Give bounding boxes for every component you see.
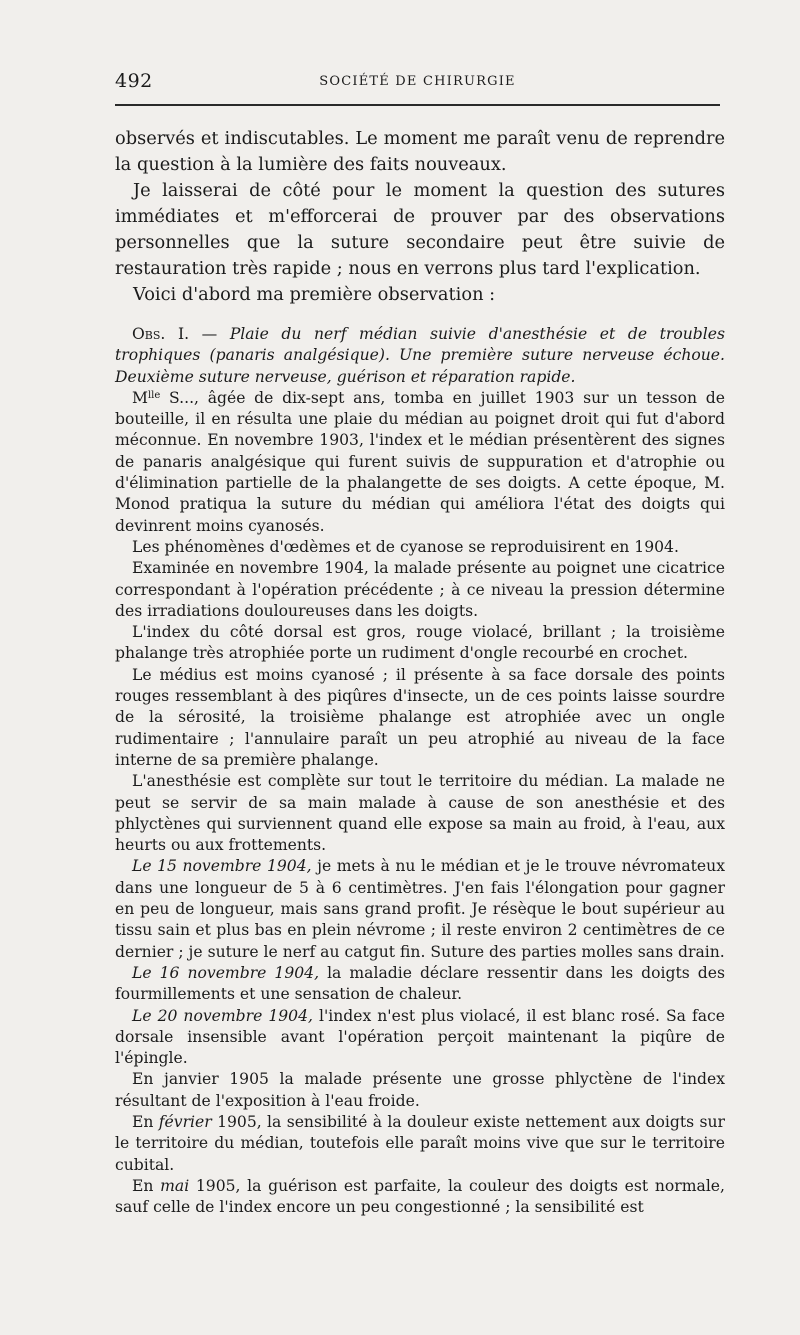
observation-paragraph-8 — [115, 963, 725, 1006]
observation-paragraph-1 — [115, 388, 725, 537]
observation-title: Plaie du nerf médian suivie d'anesthésie et de troubles trophiques (panaris analgésique). Une première suture nerveuse échoue. Deuxième suture nerveuse, guérison et réparation rapide. — [115, 325, 725, 386]
date-15-nov: Le 15 novembre 1904, — [132, 857, 312, 876]
header-rule — [115, 104, 720, 106]
month-fevrier: février — [158, 1112, 212, 1131]
observation-paragraph-9-text: l'index n'est plus violacé, il est blanc rosé. Sa face dorsale insensible avant l'opération perçoit maintenant la piqûre de l'épingle. — [115, 1006, 725, 1068]
observation-paragraph-10: En janvier 1905 la malade présente une grosse phlyctène de l'index résultant de l'exposition à l'eau froide. — [115, 1070, 725, 1110]
observation-paragraph-6: L'anesthésie est complète sur tout le territoire du médian. La malade ne peut se servir de sa main malade à cause de son anesthésie et des phlyctènes qui surviennent quand elle expose sa main au froid, à l'eau, aux heurts ou aux frottements. — [115, 772, 725, 855]
observation-paragraph-7 — [115, 856, 725, 962]
observation-paragraph-1-text: S..., âgée de dix-sept ans, tomba en juillet 1903 sur un tesson de bouteille, il en résulta une plaie du médian au poignet droit qui fut d'abord méconnue. En novembre 1903, l'index et le médian présentèrent des signes de panaris analgésique qui furent suivis de suppuration et d'atrophie ou d'élimination partielle de la phalangette de ses doigts. A cette époque, M. Monod pratiqua la suture du médian qui améliora l'état des doigts qui devinrent moins cyanosés. — [115, 388, 725, 535]
observation-paragraph-7-text: je mets à nu le médian et je le trouve névromateux dans une longueur de 5 à 6 centimètres. J'en fais l'élongation pour gagner en peu de longueur, mais sans grand profit. Je résèque le bout supérieur au tissu sain et plus bas en plein névrome ; il reste environ 2 centimètres de ce dernier ; je suture le nerf au catgut fin. Suture des parties molles sans drain. — [115, 857, 726, 961]
observation-paragraph-9 — [115, 1006, 725, 1070]
observation-paragraph-11 — [115, 1112, 725, 1176]
page-number: 492 — [115, 70, 153, 92]
running-title: SOCIÉTÉ DE CHIRURGIE — [319, 74, 516, 89]
intro-paragraph-1: observés et indiscutables. Le moment me paraît venu de reprendre la question à la lumière des faits nouveaux. — [115, 128, 725, 175]
date-16-nov: Le 16 novembre 1904, — [132, 963, 320, 982]
p11-prefix: En — [132, 1112, 159, 1131]
date-20-nov: Le 20 novembre 1904, — [132, 1006, 313, 1025]
patient-sup: lle — [147, 389, 161, 401]
observation-label: Obs. I. — [132, 325, 190, 343]
intro-text — [115, 126, 725, 308]
observation-paragraph-12 — [115, 1176, 725, 1219]
observation-paragraph-8-text: la maladie déclare ressentir dans les doigts des fourmillements et une sensation de chaleur. — [115, 963, 725, 1004]
observation-dash: — — [189, 325, 230, 343]
intro-paragraph-3: Voici d'abord ma première observation : — [133, 284, 496, 305]
page-header — [115, 70, 720, 94]
observation-heading — [115, 324, 725, 388]
observation-paragraph-4: L'index du côté dorsal est gros, rouge violacé, brillant ; la troisième phalange très atrophiée porte un rudiment d'ongle recourbé en crochet. — [115, 623, 725, 663]
month-mai: mai — [160, 1176, 190, 1195]
p12-prefix: En — [132, 1176, 161, 1195]
observation-section — [115, 324, 725, 1218]
intro-paragraph-2: Je laisserai de côté pour le moment la question des sutures immédiates et m'efforcerai de prouver par des observations personnelles que la suture secondaire peut être suivie de restauration très rapide ; nous en verrons plus tard l'explication. — [115, 180, 725, 279]
observation-paragraph-12-text: 1905, la guérison est parfaite, la couleur des doigts est normale, sauf celle de l'index encore un peu congestionné ; la sensibilité est — [115, 1176, 725, 1217]
observation-paragraph-3: Examinée en novembre 1904, la malade présente au poignet une cicatrice correspondant à l'opération précédente ; à ce niveau la pression détermine des irradiations douloureuses dans les doigts. — [115, 559, 725, 620]
observation-paragraph-11-text: 1905, la sensibilité à la douleur existe nettement aux doigts sur le territoire du médian, toutefois elle paraît moins vive que sur le territoire cubital. — [115, 1112, 725, 1174]
observation-paragraph-5: Le médius est moins cyanosé ; il présente à sa face dorsale des points rouges ressemblant à des piqûres d'insecte, un de ces points laisse sourdre de la sérosité, la troisième phalange est atrophiée avec un ongle rudimentaire ; l'annulaire paraît un peu atrophié au niveau de la face interne de sa première phalange. — [115, 665, 725, 769]
observation-paragraph-2: Les phénomènes d'œdèmes et de cyanose se reproduisirent en 1904. — [132, 537, 679, 556]
patient-prefix: M — [132, 388, 148, 407]
